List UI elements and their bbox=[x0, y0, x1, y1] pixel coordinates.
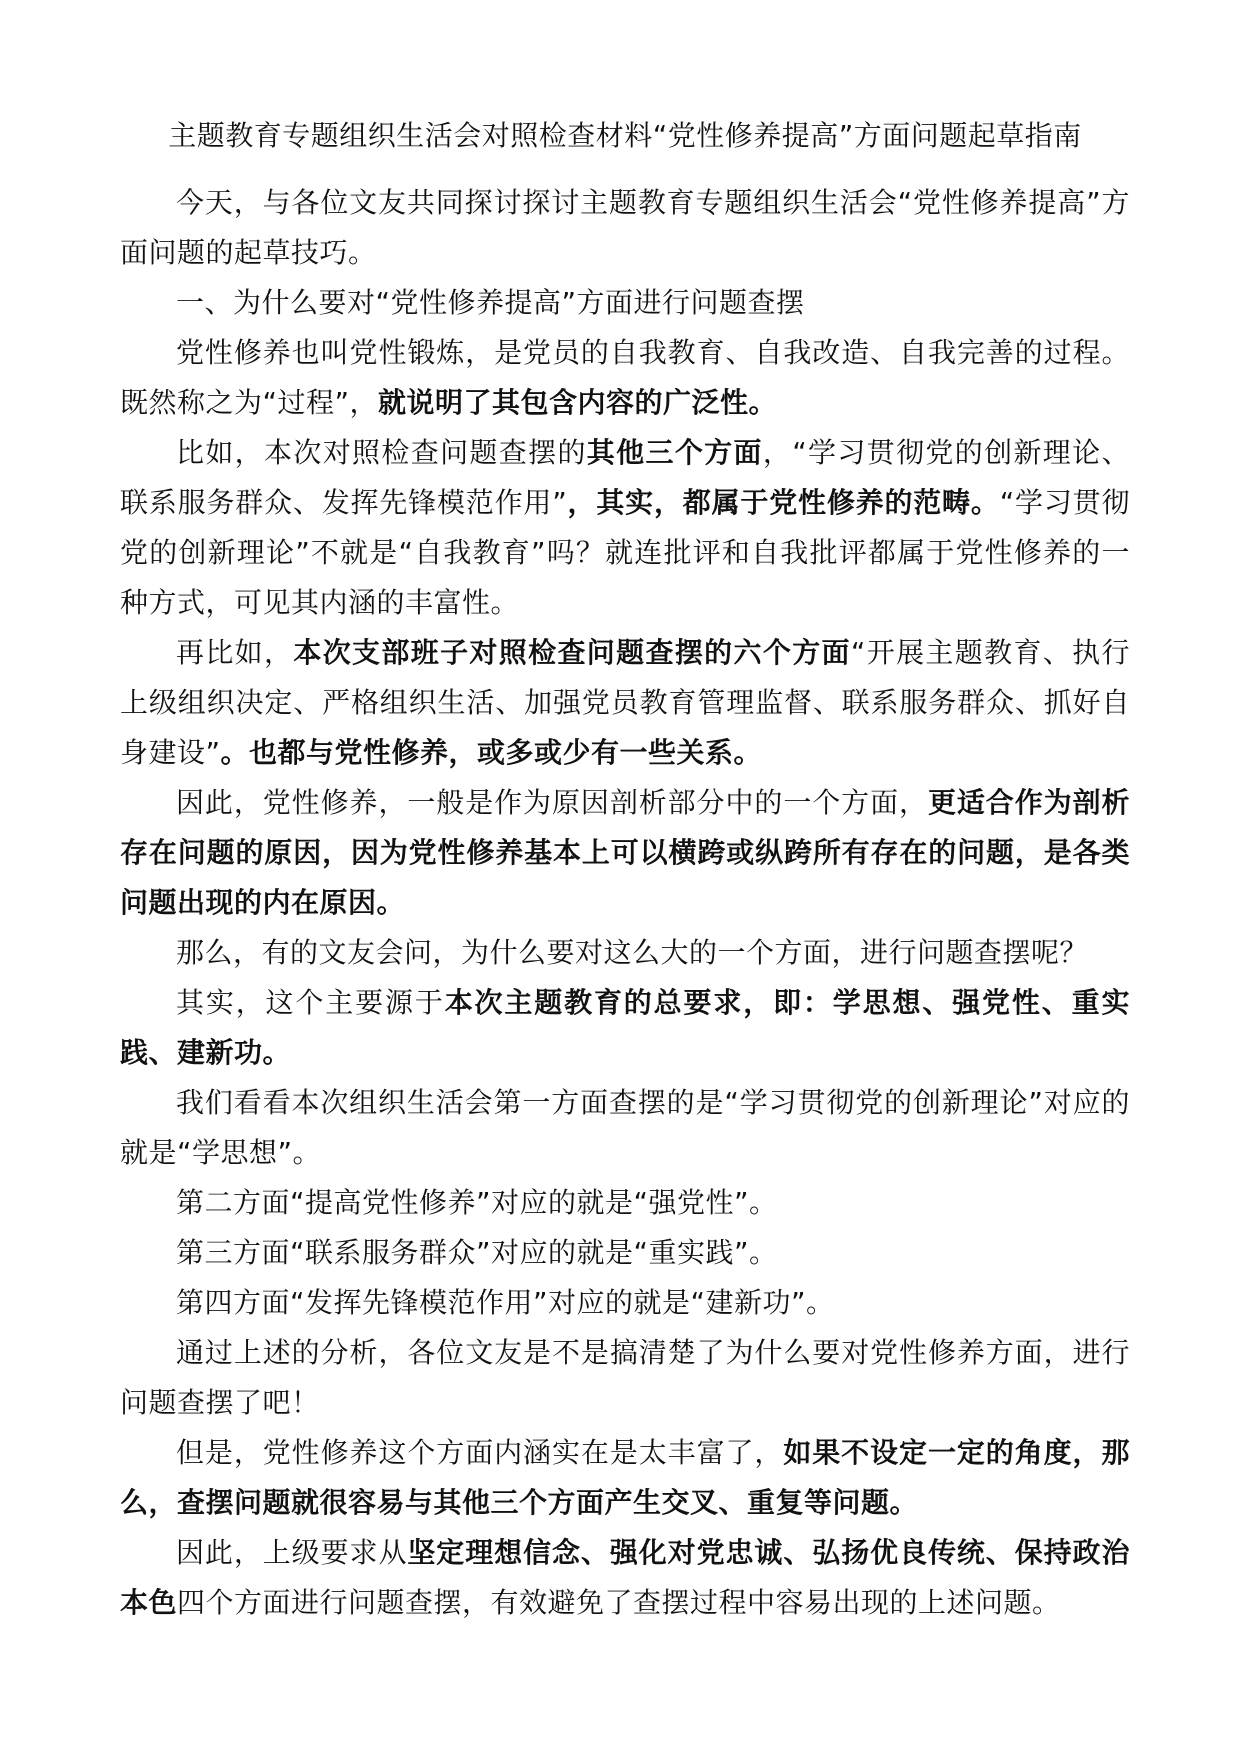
text-run: “学习贯彻党的创新理论”不就是“自我教育”吗？就连批评和自我批评都属于党性修养的一种方式，可见其内涵的丰富性。 bbox=[120, 486, 1130, 619]
text-run: 比如，本次对照检查问题查摆的 bbox=[176, 436, 587, 469]
text-run: 四个方面进行问题查摆，有效避免了查摆过程中容易出现的上述问题。 bbox=[177, 1586, 1061, 1619]
bold-text-run: 就说明了其包含内容的广泛性。 bbox=[378, 386, 778, 419]
paragraph bbox=[120, 1328, 1130, 1428]
paragraph bbox=[120, 178, 1130, 278]
paragraph bbox=[120, 778, 1130, 928]
text-run: 通过上述的分析，各位文友是不是搞清楚了为什么要对党性修养方面，进行问题查摆了吧！ bbox=[120, 1336, 1130, 1419]
bold-text-run: 。也都与党性修养，或多或少有一些关系。 bbox=[220, 736, 763, 769]
paragraph bbox=[120, 928, 1130, 978]
bold-text-run: ，其实，都属于党性修养的范畴。 bbox=[567, 486, 1000, 519]
paragraph bbox=[120, 428, 1130, 628]
paragraph bbox=[120, 1528, 1130, 1628]
text-run: 我们看看本次组织生活会第一方面查摆的是“学习贯彻党的创新理论”对应的就是“学思想”。 bbox=[120, 1086, 1130, 1169]
bold-text-run: 本次主题教育的总要求，即：学思想、强党性、重实践、建新功。 bbox=[120, 986, 1130, 1069]
paragraph bbox=[120, 1428, 1130, 1528]
document-body bbox=[120, 178, 1130, 1628]
text-run: 因此，上级要求从 bbox=[176, 1536, 408, 1569]
document-page bbox=[120, 112, 1130, 1628]
bold-text-run: 本次支部班子对照检查问题查摆的六个方面 bbox=[293, 636, 851, 669]
bold-text-run: 如果不设定一定的角度，那么，查摆问题就很容易与其他三个方面产生交叉、重复等问题。 bbox=[120, 1436, 1130, 1519]
paragraph bbox=[120, 1278, 1130, 1328]
paragraph bbox=[120, 978, 1130, 1078]
paragraph bbox=[120, 1078, 1130, 1178]
document-title: 主题教育专题组织生活会对照检查材料“党性修养提高”方面问题起草指南 bbox=[168, 119, 1082, 152]
text-run: 一、为什么要对“党性修养提高”方面进行问题查摆 bbox=[176, 286, 805, 319]
text-run: 今天，与各位文友共同探讨探讨主题教育专题组织生活会“党性修养提高”方面问题的起草技巧。 bbox=[120, 186, 1130, 269]
text-run: ，“学习贯彻党的创新理论、联系服务群众、发挥先锋模范作用” bbox=[120, 436, 1130, 519]
paragraph bbox=[120, 278, 1130, 328]
text-run: 再比如， bbox=[176, 636, 294, 669]
text-run: “开展主题教育、执行上级组织决定、严格组织生活、加强党员教育管理监督、联系服务群众、抓好自身建设” bbox=[120, 636, 1130, 769]
paragraph bbox=[120, 628, 1130, 778]
paragraph bbox=[120, 1178, 1130, 1228]
text-run: 第四方面“发挥先锋模范作用”对应的就是“建新功”。 bbox=[176, 1286, 835, 1319]
text-run: 那么，有的文友会问，为什么要对这么大的一个方面，进行问题查摆呢？ bbox=[176, 936, 1089, 969]
text-run: 党性修养也叫党性锻炼，是党员的自我教育、自我改造、自我完善的过程。既然称之为“过程”， bbox=[120, 336, 1130, 419]
text-run: 第三方面“联系服务群众”对应的就是“重实践”。 bbox=[176, 1236, 778, 1269]
paragraph bbox=[120, 328, 1130, 428]
bold-text-run: 其他三个方面 bbox=[586, 436, 763, 469]
text-run: 因此，党性修养，一般是作为原因剖析部分中的一个方面， bbox=[176, 786, 928, 819]
text-run: 但是，党性修养这个方面内涵实在是太丰富了， bbox=[176, 1436, 784, 1469]
bold-text-run: 更适合作为剖析存在问题的原因，因为党性修养基本上可以横跨或纵跨所有存在的问题，是各类问题出现的内在原因。 bbox=[120, 786, 1130, 919]
text-run: 其实，这个主要源于 bbox=[176, 986, 445, 1019]
text-run: 第二方面“提高党性修养”对应的就是“强党性”。 bbox=[176, 1186, 778, 1219]
bold-text-run: 坚定理想信念、强化对党忠诚、弘扬优良传统、保持政治本色 bbox=[120, 1536, 1130, 1619]
paragraph bbox=[120, 1228, 1130, 1278]
